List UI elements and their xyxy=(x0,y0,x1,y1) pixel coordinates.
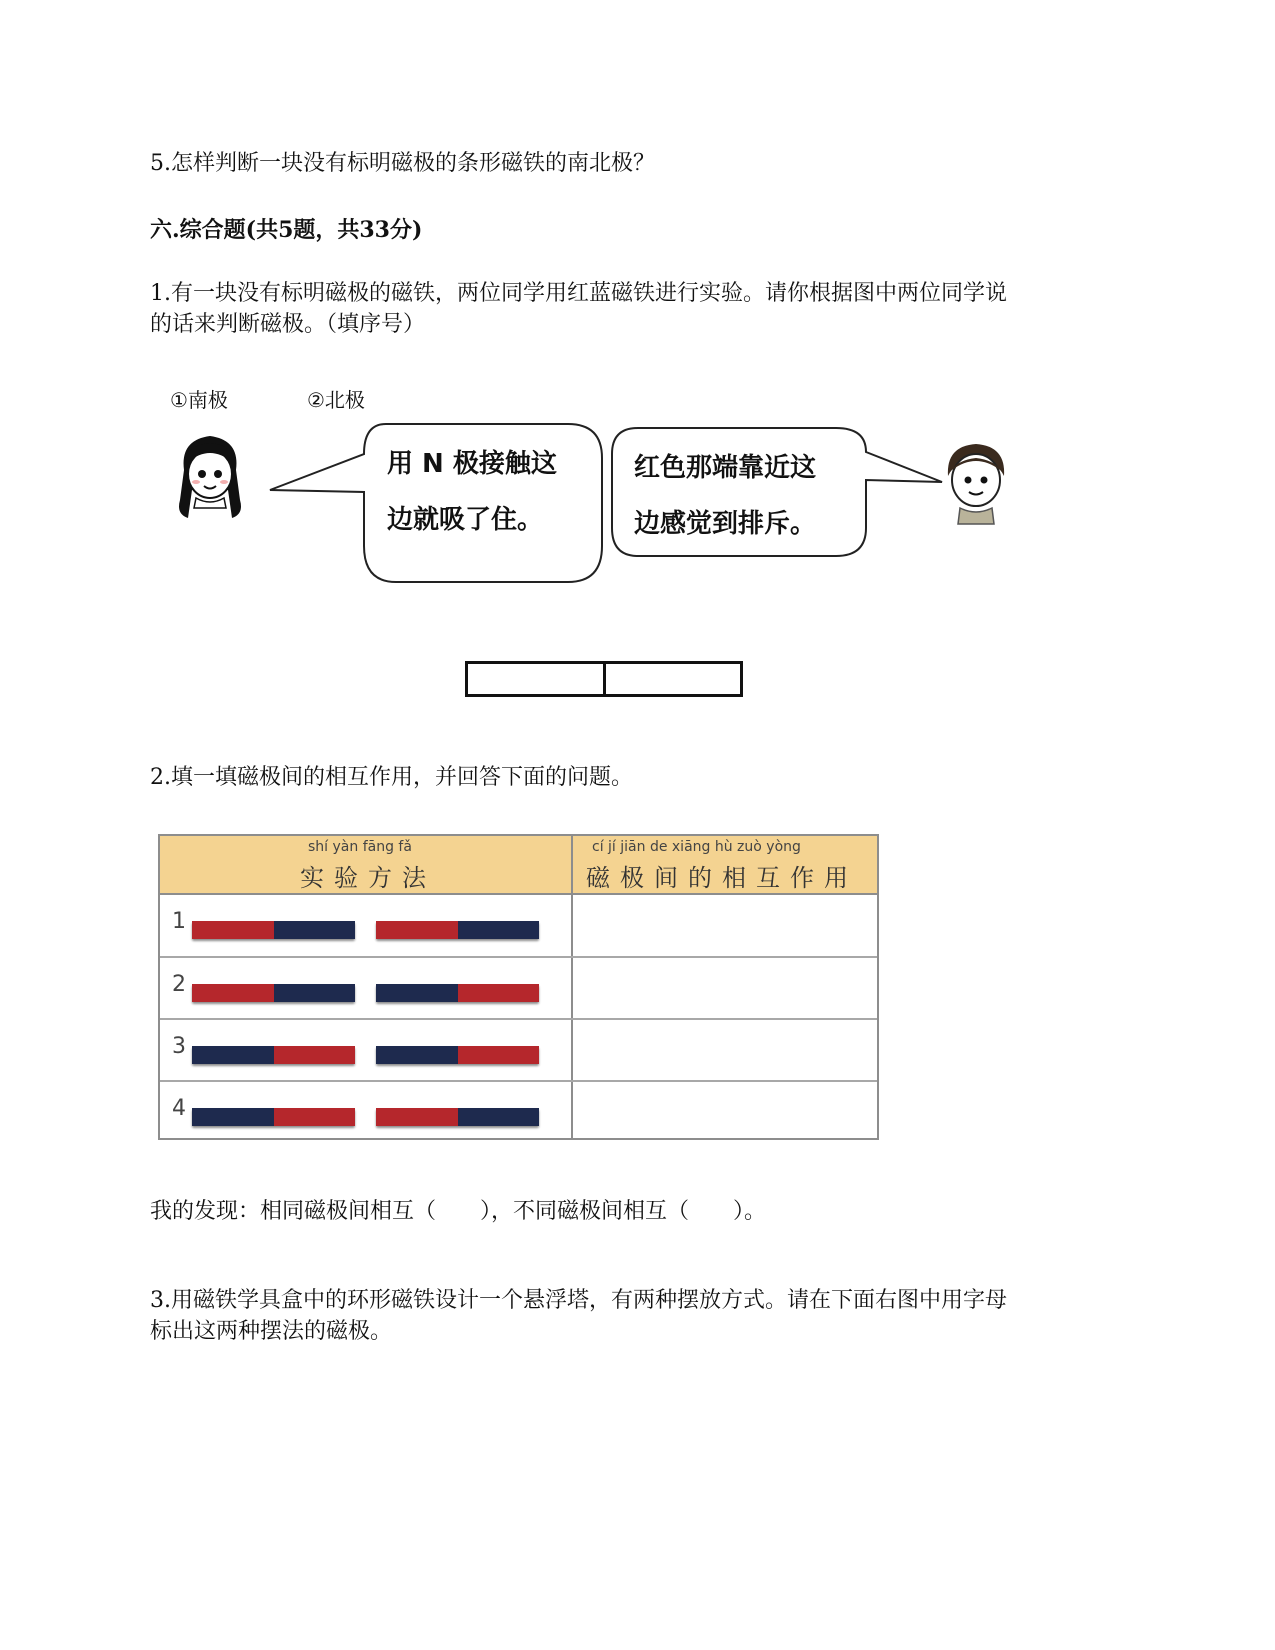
interaction-answer-cell[interactable] xyxy=(573,1082,877,1142)
blue-pole-segment xyxy=(274,984,356,1002)
magnet-interaction-table xyxy=(158,834,879,1140)
red-pole-segment xyxy=(376,1108,458,1126)
header-interaction: 磁极间的相互作用 xyxy=(586,864,858,892)
left-magnet-bar xyxy=(192,1046,355,1064)
header-interaction-pinyin: cí jí jiān de xiāng hù zuò yòng xyxy=(592,839,801,855)
table-header xyxy=(160,836,877,895)
red-pole-segment xyxy=(458,984,540,1002)
right-magnet-bar xyxy=(376,984,539,1002)
row-number: 1 xyxy=(172,909,186,934)
answer-box[interactable] xyxy=(465,661,743,697)
row-number: 4 xyxy=(172,1096,186,1121)
red-pole-segment xyxy=(274,1108,356,1126)
table-row xyxy=(160,1018,877,1080)
left-magnet-bar xyxy=(192,984,355,1002)
girl-illustration xyxy=(170,430,250,526)
interaction-answer-cell[interactable] xyxy=(573,958,877,1018)
red-pole-segment xyxy=(458,1046,540,1064)
blue-pole-segment xyxy=(192,1108,274,1126)
discovery-sentence: 我的发现：相同磁极间相互（ ），不同磁极间相互（ ）。 xyxy=(150,1199,767,1224)
question-1-line-1: 1.有一块没有标明磁极的磁铁，两位同学用红蓝磁铁进行实验。请你根据图中两位同学说 xyxy=(150,281,1007,306)
question-2: 2.填一填磁极间的相互作用，并回答下面的问题。 xyxy=(150,765,633,790)
interaction-answer-cell[interactable] xyxy=(573,895,877,957)
blue-pole-segment xyxy=(192,1046,274,1064)
blue-pole-segment xyxy=(274,921,356,939)
header-method: 实验方法 xyxy=(300,864,436,892)
blue-pole-segment xyxy=(458,921,540,939)
right-magnet-bar xyxy=(376,1046,539,1064)
question-1-line-2: 的话来判断磁极。（填序号） xyxy=(150,312,426,337)
blue-pole-segment xyxy=(376,1046,458,1064)
red-pole-segment xyxy=(192,984,274,1002)
red-pole-segment xyxy=(274,1046,356,1064)
row-number: 2 xyxy=(172,972,186,997)
header-method-pinyin: shí yàn fāng fǎ xyxy=(308,839,412,855)
left-magnet-bar xyxy=(192,921,355,939)
table-row xyxy=(160,1080,877,1142)
interaction-answer-cell[interactable] xyxy=(573,1020,877,1080)
blue-pole-segment xyxy=(376,984,458,1002)
bubble-right-text: 红色那端靠近这 边感觉到排斥。 xyxy=(634,453,817,539)
table-row xyxy=(160,895,877,957)
right-magnet-bar xyxy=(376,1108,539,1126)
bubble-left-text: 用 N 极接触这 边就吸了住。 xyxy=(387,449,557,535)
blue-pole-segment xyxy=(458,1108,540,1126)
row-number: 3 xyxy=(172,1034,186,1059)
option-north-pole: ②北极 xyxy=(307,388,365,412)
option-south-pole: ①南极 xyxy=(170,388,228,412)
red-pole-segment xyxy=(192,921,274,939)
question-3-line-1: 3.用磁铁学具盒中的环形磁铁设计一个悬浮塔，有两种摆放方式。请在下面右图中用字母 xyxy=(150,1288,1007,1313)
red-pole-segment xyxy=(376,921,458,939)
left-magnet-bar xyxy=(192,1108,355,1126)
question-3-line-2: 标出这两种摆法的磁极。 xyxy=(150,1319,393,1344)
right-magnet-bar xyxy=(376,921,539,939)
table-row xyxy=(160,956,877,1018)
question-5: 5.怎样判断一块没有标明磁极的条形磁铁的南北极？ xyxy=(150,151,655,176)
section-title: 六.综合题(共5题，共33分) xyxy=(150,217,423,243)
answer-cell-left[interactable] xyxy=(468,664,603,694)
boy-illustration xyxy=(938,440,1014,530)
answer-cell-right[interactable] xyxy=(603,664,741,694)
